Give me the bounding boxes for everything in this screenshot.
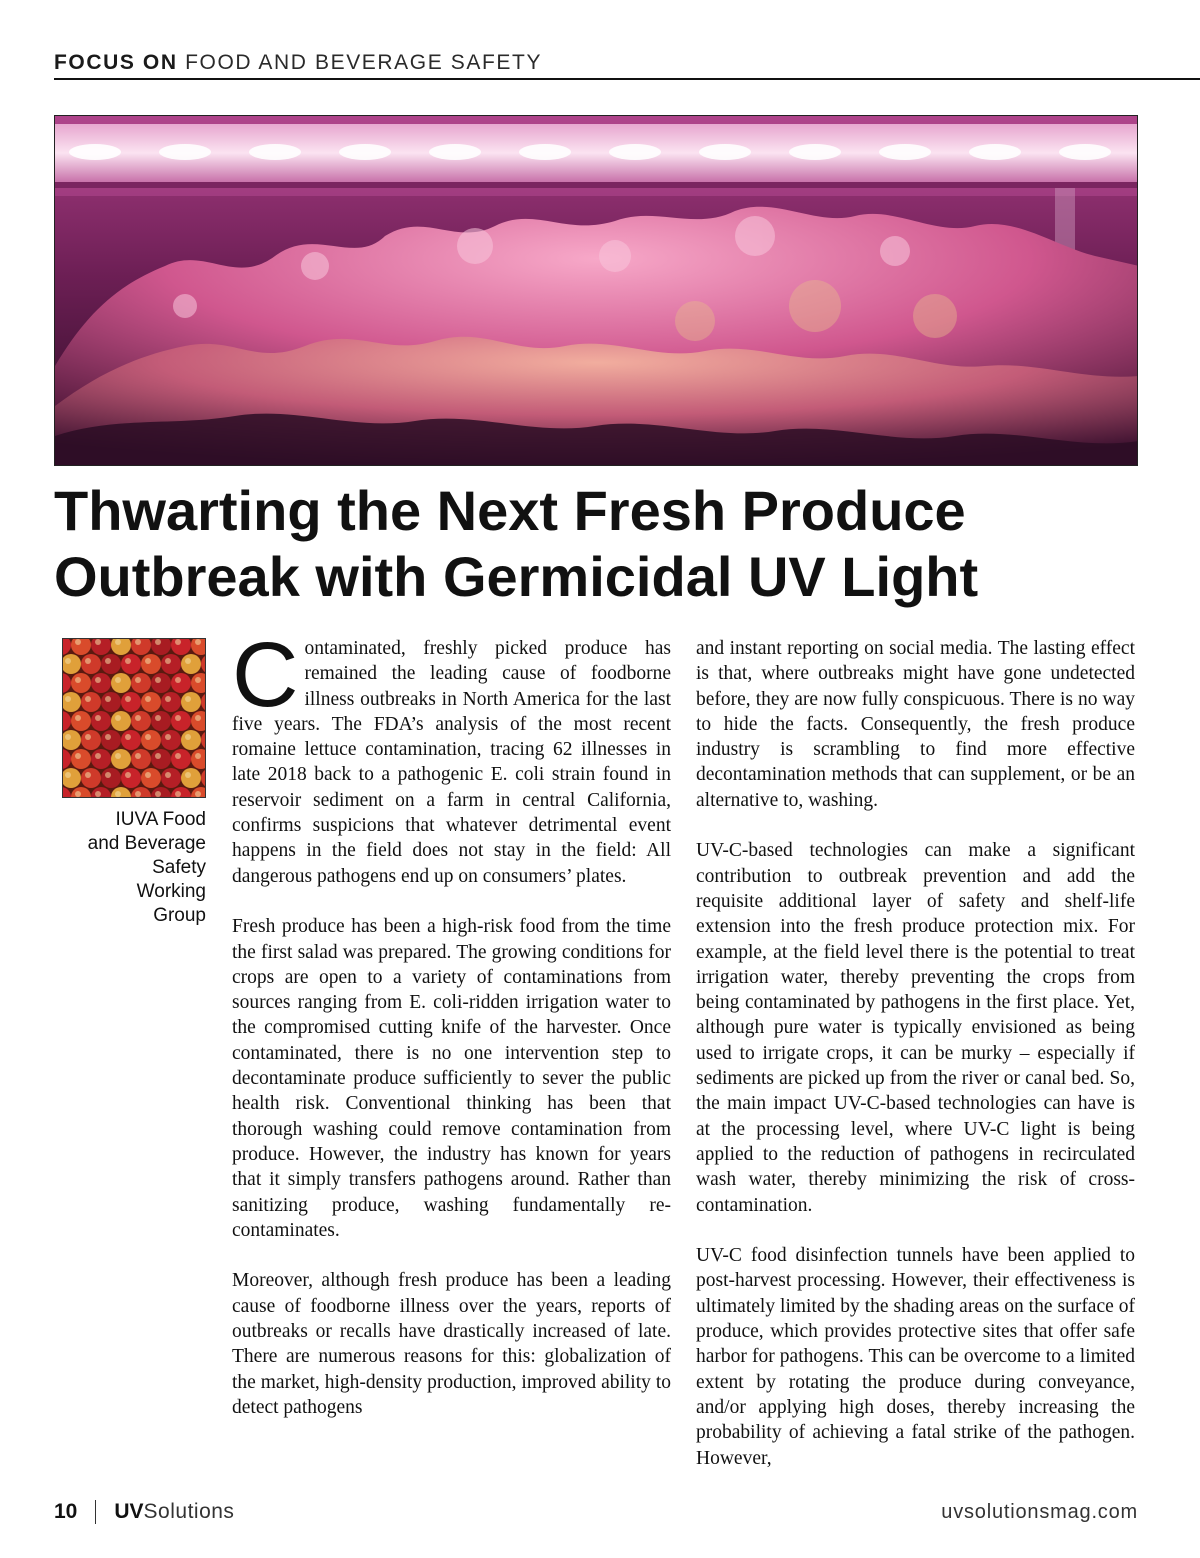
apple-shape bbox=[161, 692, 181, 712]
apple-shape bbox=[101, 654, 121, 674]
apple-highlight bbox=[135, 639, 141, 645]
apple-shape bbox=[131, 711, 151, 731]
apple-highlight bbox=[175, 639, 181, 645]
apples-image bbox=[63, 639, 206, 798]
apple-highlight bbox=[85, 772, 91, 778]
paragraph: Moreover, although fresh produce has been a leading cause of foodborne illness over the years, reports of outbreaks or recalls have drastically increased of late. There are numerous reasons for this: globalization of the market, high-density production, improved ability to detect pathogens bbox=[232, 1270, 671, 1418]
apple-highlight bbox=[135, 677, 141, 683]
apple-shape bbox=[121, 768, 141, 788]
apple-highlight bbox=[165, 734, 171, 740]
apple-highlight bbox=[185, 772, 191, 778]
article-column-2 bbox=[696, 636, 1135, 1496]
apple-highlight bbox=[135, 753, 141, 759]
apple-highlight bbox=[95, 753, 101, 759]
apple-highlight bbox=[95, 639, 101, 645]
apple-shape bbox=[91, 673, 111, 693]
page-number: 10 bbox=[54, 1500, 78, 1523]
footer-publication bbox=[54, 1498, 234, 1526]
apple-shape bbox=[81, 768, 101, 788]
author-credit-line: Group bbox=[153, 905, 206, 926]
apple-shape bbox=[81, 654, 101, 674]
apple-shape bbox=[81, 730, 101, 750]
author-credit bbox=[54, 808, 206, 928]
section-label-topic: FOOD AND BEVERAGE SAFETY bbox=[185, 51, 543, 74]
apple-highlight bbox=[75, 715, 81, 721]
apple-highlight bbox=[145, 734, 151, 740]
author-credit-line: Working bbox=[136, 881, 206, 902]
publication-name-light: Solutions bbox=[143, 1500, 235, 1523]
apple-shape bbox=[131, 749, 151, 769]
apple-shape bbox=[151, 711, 171, 731]
apple-shape bbox=[161, 654, 181, 674]
apple-highlight bbox=[185, 696, 191, 702]
apple-highlight bbox=[65, 772, 71, 778]
author-photo bbox=[62, 638, 206, 798]
apple-shape bbox=[151, 673, 171, 693]
title-line-1: Thwarting the Next Fresh Produce bbox=[54, 479, 966, 542]
apple-shape bbox=[101, 692, 121, 712]
apple-shape bbox=[71, 749, 91, 769]
apple-highlight bbox=[155, 753, 161, 759]
apple-highlight bbox=[155, 791, 161, 797]
apple-shape bbox=[141, 768, 161, 788]
apple-highlight bbox=[195, 791, 201, 797]
apple-highlight bbox=[85, 658, 91, 664]
title-line-2: Outbreak with Germicidal UV Light bbox=[54, 545, 979, 608]
apple-highlight bbox=[75, 639, 81, 645]
apple-highlight bbox=[165, 658, 171, 664]
apple-highlight bbox=[115, 791, 121, 797]
apple-highlight bbox=[75, 677, 81, 683]
apple-highlight bbox=[85, 696, 91, 702]
section-header bbox=[54, 50, 1200, 80]
article-title bbox=[54, 478, 1154, 610]
apple-shape bbox=[181, 730, 201, 750]
apple-highlight bbox=[115, 715, 121, 721]
apple-highlight bbox=[175, 791, 181, 797]
publication-name-bold: UV bbox=[114, 1500, 144, 1523]
apple-shape bbox=[141, 692, 161, 712]
apple-highlight bbox=[105, 696, 111, 702]
apple-shape bbox=[161, 730, 181, 750]
drop-cap: C bbox=[232, 624, 299, 726]
apple-highlight bbox=[165, 772, 171, 778]
apple-highlight bbox=[175, 753, 181, 759]
apple-highlight bbox=[105, 772, 111, 778]
section-label bbox=[54, 51, 542, 75]
apple-highlight bbox=[185, 658, 191, 664]
author-credit-line: Safety bbox=[152, 857, 206, 878]
apple-highlight bbox=[155, 639, 161, 645]
apple-shape bbox=[81, 692, 101, 712]
apple-highlight bbox=[175, 677, 181, 683]
apple-highlight bbox=[95, 677, 101, 683]
apple-highlight bbox=[115, 639, 121, 645]
article-column-1 bbox=[232, 624, 671, 1446]
hero-image bbox=[54, 115, 1138, 466]
apple-highlight bbox=[155, 715, 161, 721]
apple-shape bbox=[91, 749, 111, 769]
apple-highlight bbox=[75, 791, 81, 797]
apple-shape bbox=[141, 654, 161, 674]
apple-shape bbox=[111, 749, 131, 769]
apple-highlight bbox=[135, 791, 141, 797]
apple-highlight bbox=[115, 677, 121, 683]
apple-highlight bbox=[65, 696, 71, 702]
apple-highlight bbox=[145, 658, 151, 664]
apple-highlight bbox=[125, 696, 131, 702]
apple-highlight bbox=[95, 715, 101, 721]
apple-highlight bbox=[125, 772, 131, 778]
apple-shape bbox=[171, 673, 191, 693]
apple-highlight bbox=[195, 715, 201, 721]
apple-highlight bbox=[85, 734, 91, 740]
apple-highlight bbox=[75, 753, 81, 759]
apple-shape bbox=[111, 673, 131, 693]
footer-divider bbox=[95, 1500, 96, 1524]
apple-highlight bbox=[115, 753, 121, 759]
paragraph bbox=[232, 624, 671, 889]
apple-highlight bbox=[205, 772, 206, 778]
apple-shape bbox=[131, 673, 151, 693]
apple-shape bbox=[121, 654, 141, 674]
section-label-bold: FOCUS ON bbox=[54, 51, 178, 74]
apple-shape bbox=[171, 711, 191, 731]
paragraph-text: ontaminated, freshly picked produce has remained the leading cause of foodborne illness outbreaks in North America for the last five years. The FDA’s analysis of the most recent romaine lettuce contamination, tracing 62 illnesses in late 2018 back to a pathogenic E. coli strain found in reservoir sediment on a farm in central California, confirms suspicions that whatever detrimental event happens in the field does not stay in the field: All dangerous pathogens end up on consumers’ plates. bbox=[232, 638, 671, 887]
footer-website[interactable]: uvsolutionsmag.com bbox=[941, 1500, 1138, 1523]
apple-highlight bbox=[125, 658, 131, 664]
apple-highlight bbox=[205, 658, 206, 664]
apple-highlight bbox=[185, 734, 191, 740]
apple-highlight bbox=[135, 715, 141, 721]
apple-highlight bbox=[125, 734, 131, 740]
apple-shape bbox=[181, 654, 201, 674]
apple-shape bbox=[71, 711, 91, 731]
paragraph: Fresh produce has been a high-risk food from the time the first salad was prepared. The growing conditions for crops are open to a variety of contaminations from sources ranging from E. coli-ridden irrigation water to the compromised cutting knife of the harvester. Once contaminated, there is no one intervention step to decontaminate produce sufficiently to sever the public health risk. Conventional thinking has been that thorough washing could remove contamination from produce. However, the industry has known for years that it simply transfers pathogens around. Rather than sanitizing produce, washing fundamentally re-contaminates. bbox=[232, 916, 671, 1241]
apple-shape bbox=[71, 673, 91, 693]
apple-highlight bbox=[65, 734, 71, 740]
apple-highlight bbox=[205, 734, 206, 740]
apple-shape bbox=[101, 730, 121, 750]
apple-shape bbox=[161, 768, 181, 788]
apple-highlight bbox=[195, 639, 201, 645]
paragraph: and instant reporting on social media. The lasting effect is that, where outbreaks might have gone undetected before, they are now fully conspicuous. There is no way to hide the facts. Consequently, the fresh produce industry is scrambling to find more effective decontamination methods that can supplement, or be an alternative to, washing. bbox=[696, 638, 1135, 811]
apple-highlight bbox=[155, 677, 161, 683]
apple-shape bbox=[181, 692, 201, 712]
apple-highlight bbox=[175, 715, 181, 721]
apple-highlight bbox=[165, 696, 171, 702]
apple-shape bbox=[91, 711, 111, 731]
paragraph: UV-C-based technologies can make a significant contribution to outbreak prevention and add the requisite additional layer of safety and shelf-life extension into the fresh produce protection mix. For example, at the field level there is the potential to treat irrigation water, thereby preventing the crops from being contaminated by pathogens in the first place. Yet, although pure water is typically envisioned as being used to irrigate crops, it can be murky – especially if sediments are picked up from the river or canal bed. So, the main impact UV-C-based technologies can have is at the processing level, where UV-C light is being applied to the reduction of pathogens in recirculated wash water, thereby minimizing the risk of cross-contamination. bbox=[696, 840, 1135, 1216]
apple-highlight bbox=[65, 658, 71, 664]
paragraph: UV-C food disinfection tunnels have been applied to post-harvest processing. However, their effectiveness is ultimately limited by the shading areas on the surface of produce, which provides protective sites that offer safe harbor for pathogens. This can be overcome to a limited extent by rotating the produce during conveyance, and/or applying high doses, thereby increasing the probability of achieving a fatal strike of the pathogen. However, bbox=[696, 1245, 1135, 1469]
apple-highlight bbox=[195, 677, 201, 683]
apple-highlight bbox=[145, 772, 151, 778]
author-credit-line: and Beverage bbox=[87, 833, 206, 854]
apple-highlight bbox=[105, 658, 111, 664]
apple-shape bbox=[171, 749, 191, 769]
apple-shape bbox=[101, 768, 121, 788]
apple-shape bbox=[121, 692, 141, 712]
apple-shape bbox=[141, 730, 161, 750]
author-credit-line: IUVA Food bbox=[115, 809, 206, 830]
apple-highlight bbox=[195, 753, 201, 759]
apple-highlight bbox=[145, 696, 151, 702]
lettuce-grow-lights-image bbox=[55, 116, 1138, 466]
apple-highlight bbox=[205, 696, 206, 702]
apple-shape bbox=[181, 768, 201, 788]
apple-shape bbox=[121, 730, 141, 750]
apple-highlight bbox=[95, 791, 101, 797]
apple-highlight bbox=[105, 734, 111, 740]
apple-shape bbox=[111, 711, 131, 731]
apple-shape bbox=[151, 749, 171, 769]
